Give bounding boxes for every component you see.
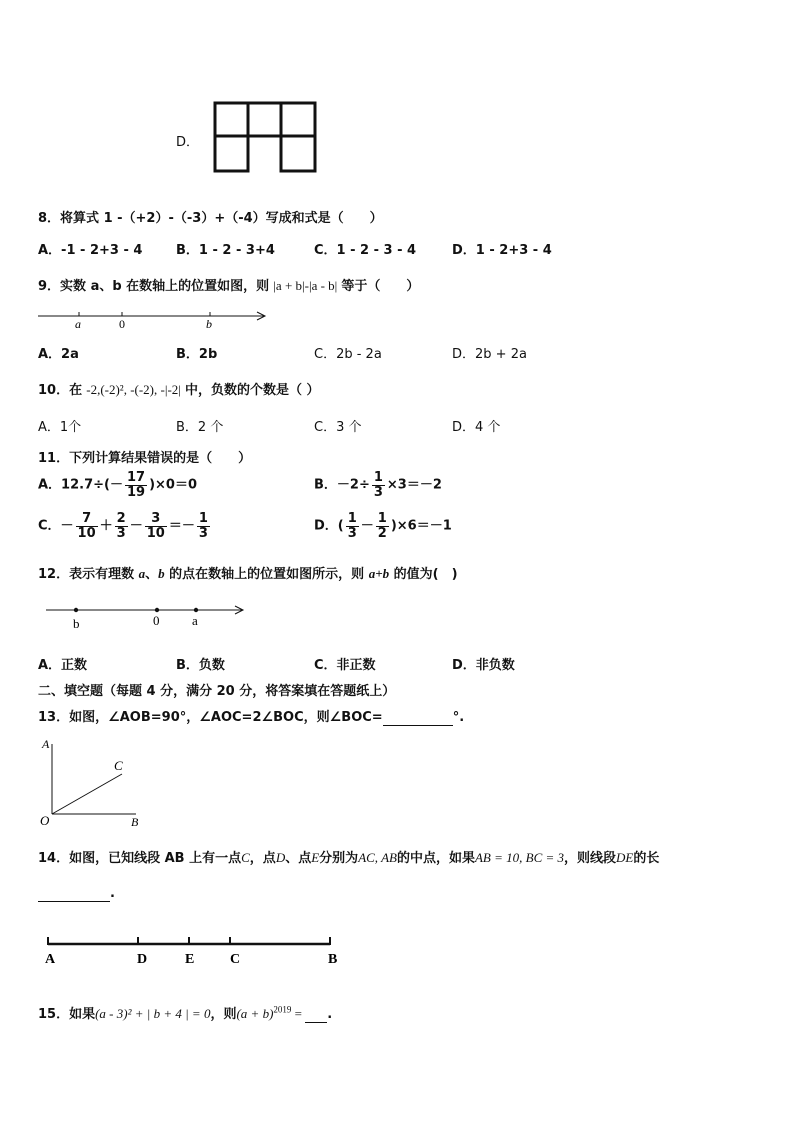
q9-option-b[interactable]: B．2b (176, 347, 218, 362)
q7-option-d-figure (212, 100, 320, 176)
q8-stem: 8．将算式 1 -（+2）-（-3）+（-4）写成和式是（ ） (38, 211, 383, 226)
fraction-numerator: 1 (198, 511, 208, 526)
q14-stem (38, 847, 659, 866)
q10-option-b[interactable]: B．2 个 (176, 420, 224, 435)
q14-text: 、点 (285, 851, 312, 866)
q12-option-b[interactable]: B．负数 (176, 658, 225, 673)
q10-stem-pre: 10．在 (38, 383, 83, 398)
q15-stem-pre: 15．如果 (38, 1007, 96, 1022)
fraction-denominator: 3 (373, 484, 383, 500)
q14-label-e: E (185, 952, 195, 967)
q11-option-b[interactable] (314, 471, 442, 499)
figure-square (248, 103, 281, 136)
q12-axis-label-a: a (192, 613, 198, 628)
q9-stem (38, 275, 419, 294)
q11-d-fraction-1 (346, 512, 359, 540)
q10-stem-post: 中，负数的个数是（ ） (185, 383, 320, 398)
q8-option-a[interactable]: A．-1 - 2+3 - 4 (38, 243, 143, 258)
q15-expression-1: (a - 3)² + | b + 4 | = 0 (95, 1006, 211, 1021)
fraction-denominator: 3 (347, 525, 357, 541)
q9-option-c[interactable]: C．2b - 2a (314, 347, 382, 362)
q11-stem: 11．下列计算结果错误的是（ ） (38, 451, 252, 466)
q13-stem-post: °. (452, 710, 465, 725)
q9-axis-label-b: b (206, 317, 212, 331)
q10-expression: -2,(-2)², -(-2), -|-2| (86, 382, 181, 397)
q14-label-d: D (137, 952, 148, 967)
q11-d-minus: － (360, 518, 374, 534)
q11-c-plus: ＋ (99, 518, 113, 534)
q8-option-c[interactable]: C．1 - 2 - 3 - 4 (314, 243, 417, 258)
q11-c-fraction-4 (197, 512, 210, 540)
q11-c-fraction-1 (76, 512, 98, 540)
q12-number-line (44, 601, 250, 633)
fraction-numerator: 2 (116, 511, 126, 526)
q11-c-equals: ＝－ (168, 518, 195, 534)
q10-option-c[interactable]: C．3 个 (314, 420, 362, 435)
q9-stem-pre: 9．实数 a、b 在数轴上的位置如图，则 (38, 279, 270, 294)
q12-option-c[interactable]: C．非正数 (314, 658, 376, 673)
q13-label-a: A (42, 737, 50, 751)
q15-end: . (327, 1007, 333, 1022)
q9-stem-post: 等于（ ） (341, 279, 420, 294)
fraction-denominator: 10 (146, 525, 165, 541)
q14-given: AB = 10, BC = 3 (474, 850, 565, 865)
q11-d-pre: D．( (314, 518, 344, 534)
q15-answer-blank[interactable] (305, 1007, 327, 1023)
q13-stem (38, 706, 464, 726)
q11-b-pre: B．－2÷ (314, 477, 370, 493)
q9-option-a[interactable]: A．2a (38, 347, 79, 362)
q13-label-c: C (114, 758, 123, 773)
q14-end: . (110, 886, 115, 901)
figure-square (281, 103, 315, 136)
q12-var-ab: a+b (368, 566, 390, 581)
q14-answer-line (38, 886, 115, 902)
q12-axis-label-0: 0 (153, 613, 160, 628)
fraction-numerator: 7 (76, 512, 98, 527)
q9-axis-label-a: a (75, 317, 81, 331)
q14-answer-blank[interactable] (38, 886, 110, 902)
fraction-numerator: 1 (373, 470, 383, 485)
q11-option-d[interactable] (314, 512, 452, 540)
q7-option-d-label: D． (176, 135, 200, 150)
q12-sep: 、 (145, 567, 159, 582)
q10-option-d[interactable]: D．4 个 (452, 420, 501, 435)
fraction-denominator: 2 (377, 525, 387, 541)
q13-stem-pre: 13．如图，∠AOB=90°，∠AOC=2∠BOC，则∠BOC= (38, 710, 383, 725)
q14-segment-figure (40, 932, 346, 972)
q12-stem-post: 的值为( ) (389, 567, 458, 582)
q15-expression-2: (a + b) (236, 1006, 274, 1021)
q8-option-b[interactable]: B．1 - 2 - 3+4 (176, 243, 275, 258)
q10-option-a[interactable]: A．1个 (38, 420, 82, 435)
q11-option-c[interactable] (38, 512, 212, 540)
q14-label-a: A (45, 952, 56, 967)
q14-text: ，点 (249, 851, 276, 866)
q14-var-e: E (311, 850, 320, 865)
fraction-denominator: 19 (126, 484, 146, 500)
q15-stem (38, 1003, 332, 1023)
q12-stem-mid: 的点在数轴上的位置如图所示，则 (164, 567, 369, 582)
q11-b-fraction (372, 471, 385, 499)
fraction-numerator: 17 (126, 470, 146, 485)
q14-label-b: B (328, 952, 338, 967)
figure-square (215, 103, 248, 136)
q13-answer-blank[interactable] (383, 710, 453, 726)
q12-stem (38, 563, 458, 582)
q12-var-b: b (158, 566, 165, 581)
q11-b-post: ×3＝－2 (386, 477, 442, 493)
q11-a-fraction (125, 471, 147, 499)
q11-d-post: )×6＝－1 (390, 518, 452, 534)
q14-var-de: DE (616, 850, 634, 865)
q10-stem (38, 379, 320, 398)
q15-text: ，则 (210, 1007, 237, 1022)
q13-angle-figure (36, 736, 150, 830)
q14-var-d: D (275, 850, 286, 865)
q12-var-a: a (138, 566, 146, 581)
q9-expression: |a + b|-|a - b| (273, 278, 338, 293)
q9-number-line (36, 306, 272, 336)
q11-a-post: )×0＝0 (149, 477, 198, 493)
q12-stem-pre: 12．表示有理数 (38, 567, 139, 582)
q11-c-minus: － (129, 518, 143, 534)
q11-a-pre: A．12.7÷(－ (38, 477, 123, 493)
q9-axis-label-0: 0 (119, 317, 125, 331)
figure-square (281, 136, 315, 171)
q11-option-a[interactable] (38, 471, 197, 499)
q14-label-c: C (230, 952, 241, 967)
q12-axis-label-b: b (73, 616, 80, 631)
q12-option-a[interactable]: A．正数 (38, 658, 88, 673)
q14-stem-pre: 14．如图，已知线段 AB 上有一点 (38, 851, 242, 866)
fraction-numerator: 1 (347, 511, 357, 526)
q9-option-d[interactable]: D．2b + 2a (452, 347, 527, 362)
section-heading: 二、填空题（每题 4 分，满分 20 分，将答案填在答题纸上） (38, 684, 396, 699)
fraction-denominator: 3 (116, 525, 126, 541)
q14-text: 的中点，如果 (396, 851, 475, 866)
q14-text: ，则线段 (564, 851, 617, 866)
q11-c-fraction-3 (145, 512, 167, 540)
fraction-numerator: 1 (377, 511, 387, 526)
q12-option-d[interactable]: D．非负数 (452, 658, 515, 673)
q14-text: 分别为 (319, 851, 359, 866)
q8-option-d[interactable]: D．1 - 2+3 - 4 (452, 243, 552, 258)
q15-equals: = (291, 1006, 306, 1021)
q11-d-fraction-2 (376, 512, 389, 540)
q13-label-o: O (40, 813, 50, 828)
figure-square (215, 136, 248, 171)
q14-var-c: C (241, 850, 250, 865)
q11-c-pre: C．－ (38, 518, 74, 534)
q13-label-b: B (131, 815, 139, 829)
fraction-numerator: 3 (145, 512, 167, 527)
fraction-denominator: 10 (77, 525, 96, 541)
q11-c-fraction-2 (115, 512, 128, 540)
q15-exponent: 2019 (273, 1004, 292, 1015)
q14-text: 的长 (633, 851, 660, 866)
q14-var-acab: AC, AB (358, 850, 397, 865)
fraction-denominator: 3 (198, 525, 208, 541)
